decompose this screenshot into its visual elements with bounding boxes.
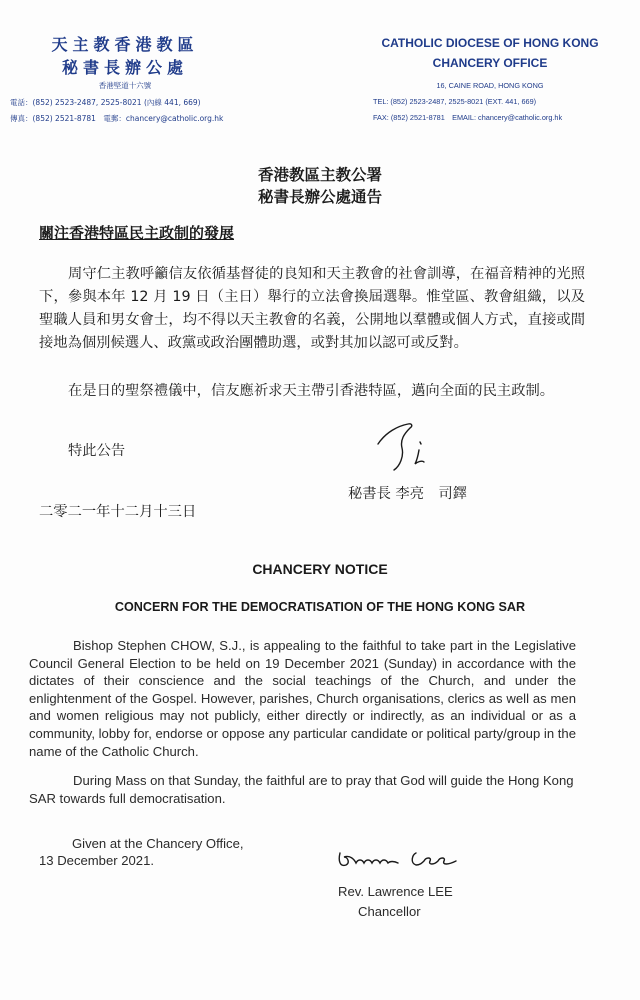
- en-para2: During Mass on that Sunday, the faithful are to pray that God will guide the Hong Kong SAR towards full democratisation.: [29, 773, 574, 806]
- letterhead-cn-fax-email: 傳真：(852) 2521-8781 電郵：chancery@catholic.org.hk: [10, 114, 224, 123]
- en-para1: Bishop Stephen CHOW, S.J., is appealing to the faithful to take part in the Legislative Council General Election to be held on 19 December 2021 (Sunday) in accordance with the dictates of their conscience and the social teachings of the Church, and under the enlightenment of the Gospel. However, parishes, Church organisations, clerics as well as men and women religious may not publicly, either directly or indirectly, as an individual or as a community, lobby for, endorse or oppose any particular candidate or political party/group in the name of the Catholic Church.: [29, 638, 576, 759]
- english-signature: [334, 843, 474, 875]
- cn-closing: 特此公告: [68, 443, 126, 459]
- cn-heading-line1: 香港教區主教公署: [257, 166, 382, 184]
- letterhead-cn-phone: 電話：(852) 2523-2487, 2525-8021 (內線 441, 669): [10, 98, 201, 107]
- cn-heading-line2: 秘書長辦公處通告: [257, 188, 382, 206]
- letterhead-en-office: CHANCERY OFFICE: [432, 56, 548, 70]
- cn-date: 二零二一年十二月十三日: [39, 504, 197, 520]
- chinese-signature: [372, 418, 442, 476]
- letterhead-cn-office: 秘書長辦公處: [61, 58, 188, 77]
- cn-para1: 周守仁主教呼籲信友依循基督徒的良知和天主教會的社會訓導，在福音精神的光照下，參與本年 12 月 19 日（主日）舉行的立法會換屆選舉。惟堂區、教會組織，以及聖職人員和男女會士，均不得以天主教會的名義，公開地以羣體或個人方式，直接或間接地為個別候選人、政黨或政治團體助選，或對其加以認可或反對。: [39, 266, 585, 351]
- cn-para2: 在是日的聖祭禮儀中，信友應祈求天主帶引香港特區，邁向全面的民主政制。: [68, 383, 555, 399]
- letterhead-en-address: 16, CAINE ROAD, HONG KONG: [436, 81, 544, 90]
- en-subject: CONCERN FOR THE DEMOCRATISATION OF THE HONG KONG SAR: [114, 600, 526, 614]
- en-given-line2: 13 December 2021.: [39, 853, 155, 868]
- en-given-line1: Given at the Chancery Office,: [72, 836, 244, 851]
- letterhead-cn-address: 香港堅道十六號: [98, 81, 152, 90]
- letterhead-en-phone: TEL: (852) 2523-2487, 2525-8021 (EXT. 441, 669): [373, 97, 537, 106]
- letterhead-en-org: CATHOLIC DIOCESE OF HONG KONG: [381, 36, 599, 50]
- letterhead-en-fax-email: FAX: (852) 2521-8781 EMAIL: chancery@catholic.org.hk: [373, 113, 563, 122]
- en-signatory-title: Chancellor: [358, 904, 421, 919]
- letterhead-cn-org: 天主教香港教區: [51, 35, 199, 54]
- en-signatory-name: Rev. Lawrence LEE: [338, 884, 453, 899]
- en-title: CHANCERY NOTICE: [252, 561, 388, 577]
- cn-signatory: 秘書長 李亮 司鐸: [348, 486, 467, 502]
- cn-subject: 關注香港特區民主政制的發展: [39, 224, 235, 242]
